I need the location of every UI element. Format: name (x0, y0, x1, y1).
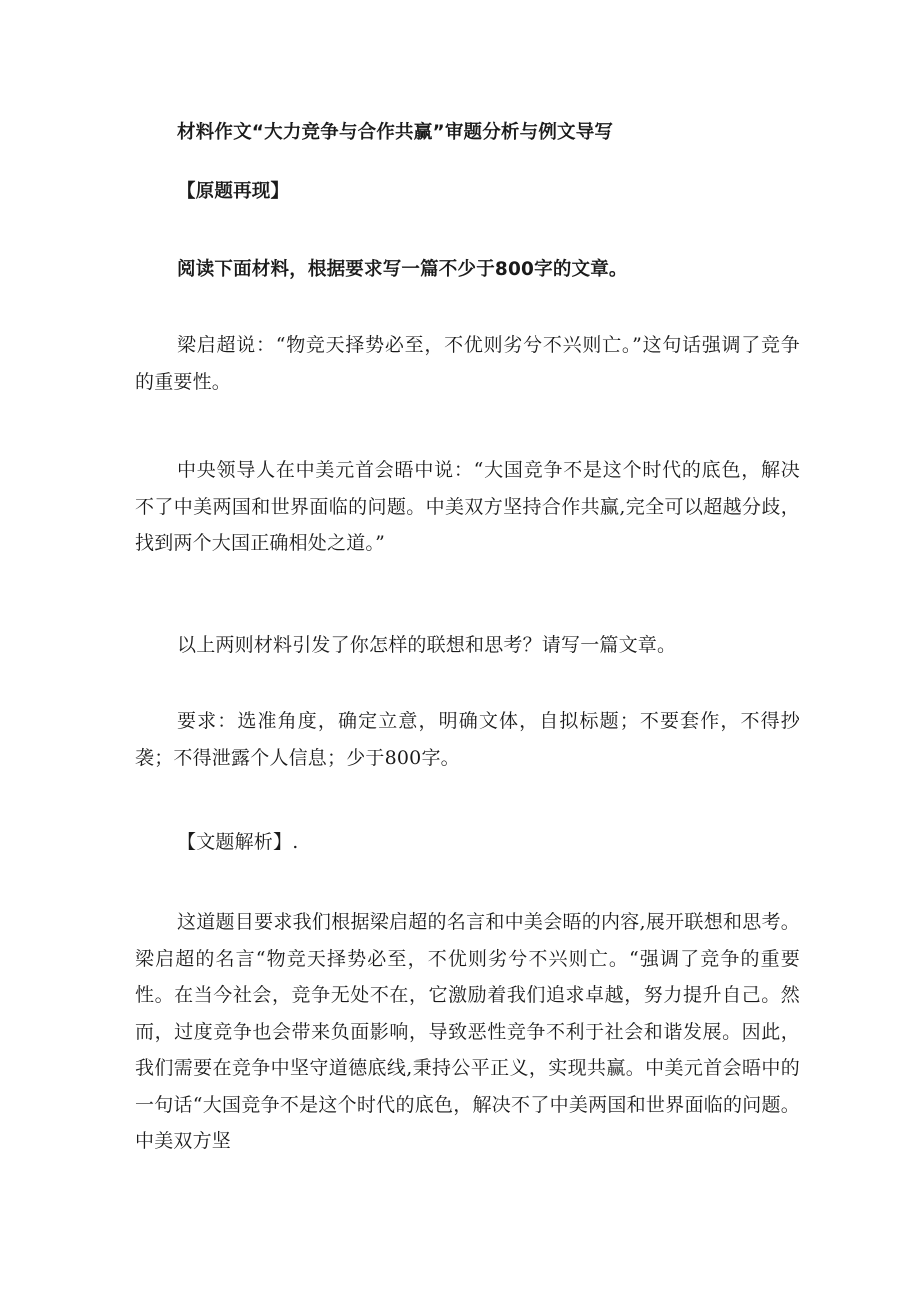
instruction-text: 阅读下面材料，根据要求写一篇不少于800字的文章。 (177, 259, 628, 280)
material-paragraph-2: 中央领导人在中美元首会晤中说：“大国竞争不是这个时代的底色，解决不了中美两国和世界面临的问题。中美双方坚持合作共赢,完全可以超越分歧，找到两个大国正确相处之道。” (135, 459, 800, 554)
section-heading-original: 【原题再现】 (177, 181, 290, 202)
material-paragraph-1: 梁启超说：“物竞天择势必至，不优则劣兮不兴则亡。”这句话强调了竞争的重要性。 (135, 334, 800, 393)
document-title: 材料作文“大力竞争与合作共赢”审题分析与例文导写 (177, 122, 614, 143)
section-heading-analysis: 【文题解析】. (177, 831, 299, 853)
analysis-paragraph: 这道题目要求我们根据梁启超的名言和中美会晤的内容,展开联想和思考。梁启超的名言“物竞天择势必至，不优则劣兮不兴则亡。“强调了竞争的重要性。在当今社会，竞争无处不在，它激励着我们追求卓越，努力提升自己。然而，过度竞争也会带来负面影响，导致恶性竞争不利于社会和谐发展。因此，我们需要在竞争中坚守道德底线,秉持公平正义，实现共赢。中美元首会晤中的一句话“大国竞争不是这个时代的底色，解决不了中美两国和世界面临的问题。中美双方坚 (135, 911, 800, 1152)
prompt-paragraph: 以上两则材料引发了你怎样的联想和思考？请写一篇文章。 (177, 634, 677, 656)
requirements-paragraph: 要求：选准角度，确定立意，明确文体，自拟标题；不要套作，不得抄袭；不得泄露个人信息；少于800字。 (135, 710, 800, 769)
